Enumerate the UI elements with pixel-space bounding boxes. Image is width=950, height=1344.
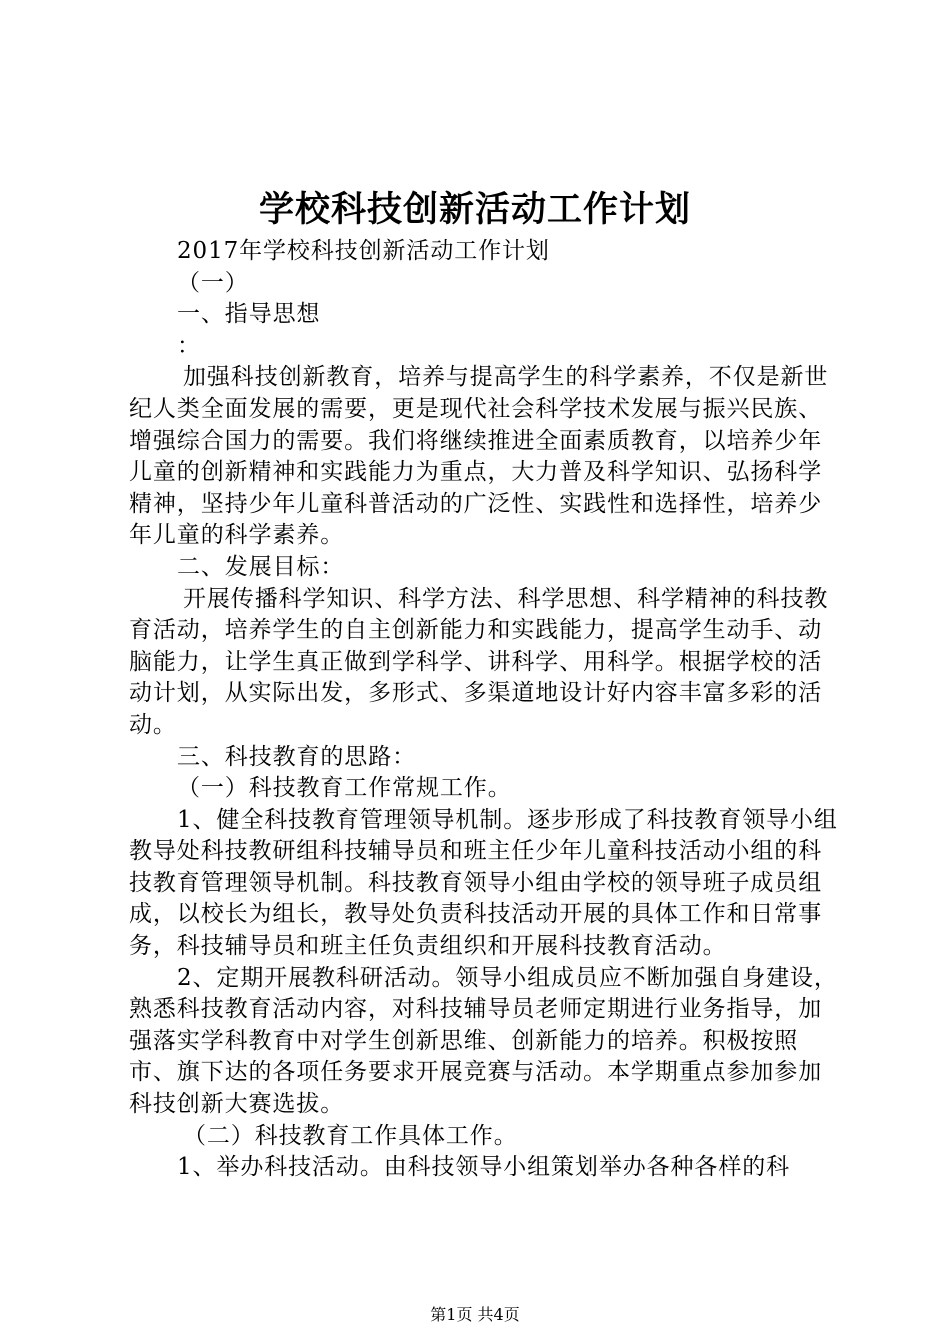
- heading-routine-work: （一）科技教育工作常规工作。: [177, 775, 512, 802]
- paragraph-colon: ：: [177, 332, 201, 359]
- heading-specific-work: （二）科技教育工作具体工作。: [183, 1122, 518, 1149]
- heading-development-goals: 二、发展目标：: [177, 553, 345, 580]
- paragraph-item-1-leadership: 1、健全科技教育管理领导机制。逐步形成了科技教育领导小组教导处科技教研组科技辅导员和班主任少年儿童科技活动小组的科技教育管理领导机制。科技教育领导小组由学校的领导班子成员组成，以校长为组长，教导处负责科技活动开展的具体工作和日常事务，科技辅导员和班主任负责组织和开展科技教育活动。: [129, 806, 838, 960]
- paragraph-development-goals: 开展传播科学知识、科学方法、科学思想、科学精神的科技教育活动，培养学生的自主创新能力和实践能力，提高学生动手、动脑能力，让学生真正做到学科学、讲科学、用科学。根据学校的活动计划，从实际出发，多形式、多渠道地设计好内容丰富多彩的活动。: [129, 585, 829, 738]
- paragraph-item-1-activities: 1、举办科技活动。由科技领导小组策划举办各种各样的科: [177, 1154, 791, 1181]
- paragraph-subtitle: 2017年学校科技创新活动工作计划: [177, 238, 550, 264]
- paragraph-guiding-thought: 加强科技创新教育，培养与提高学生的科学素养，不仅是新世纪人类全面发展的需要，更是现代社会科学技术发展与振兴民族、增强综合国力的需要。我们将继续推进全面素质教育，以培养少年儿童的创新精神和实践能力为重点，大力普及科学知识、弘扬科学精神，坚持少年儿童科普活动的广泛性、实践性和选择性，培养少年儿童的科学素养。: [129, 364, 829, 549]
- document-title: 学校科技创新活动工作计划: [258, 189, 691, 230]
- paragraph-part-one: （一）: [177, 269, 249, 296]
- heading-guiding-thought: 一、指导思想: [177, 301, 321, 328]
- paragraph-item-2-research: 2、定期开展教科研活动。领导小组成员应不断加强自身建设，熟悉科技教育活动内容，对科技辅导员老师定期进行业务指导，加强落实学科教育中对学生创新思维、创新能力的培养。积极按照市、旗下达的各项任务要求开展竞赛与活动。本学期重点参加参加科技创新大赛选拔。: [129, 964, 838, 1118]
- page-footer: 第1页 共4页: [430, 1305, 520, 1324]
- document-body: [129, 236, 845, 1184]
- heading-education-approach: 三、科技教育的思路：: [177, 743, 416, 770]
